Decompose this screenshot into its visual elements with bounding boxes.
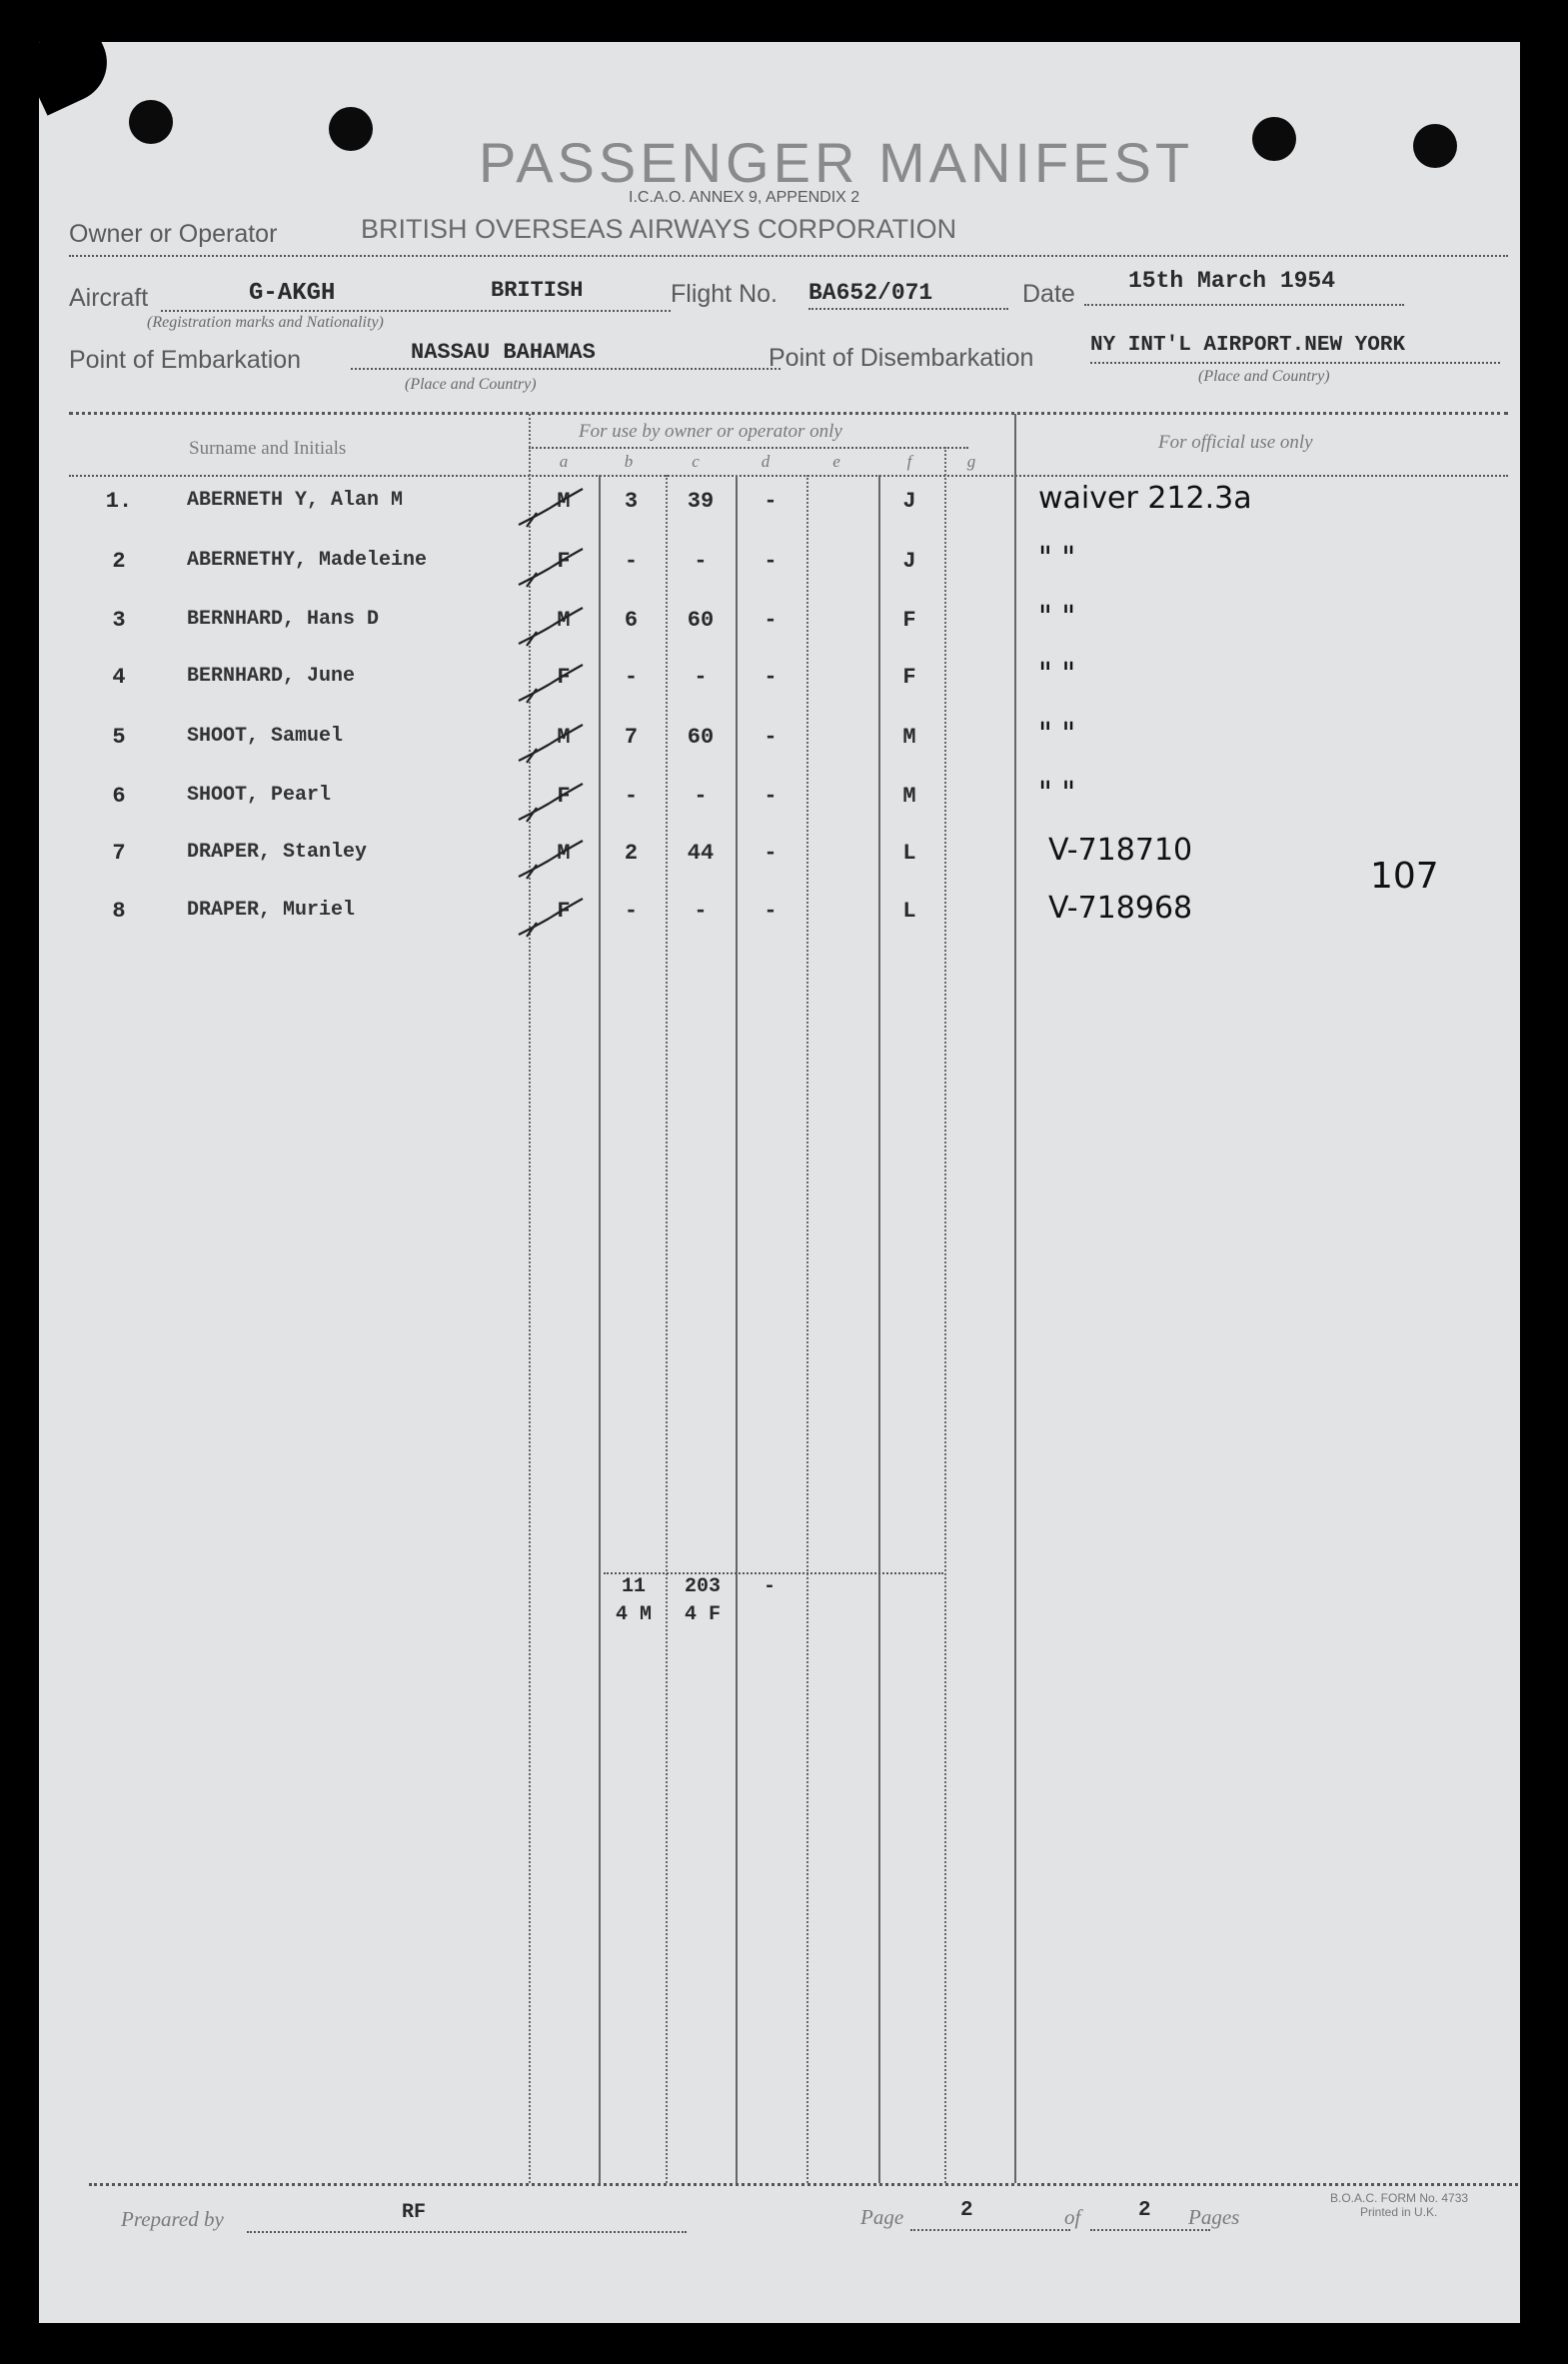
- total-d-top: -: [763, 1575, 776, 1598]
- form-title: PASSENGER MANIFEST: [479, 131, 1194, 194]
- passenger-name: ABERNETH Y, Alan M: [187, 489, 404, 512]
- cell-f: L: [902, 841, 916, 866]
- embark-label: Point of Embarkation: [69, 346, 302, 374]
- table-row: [39, 481, 1518, 529]
- punch-hole-3: [1252, 117, 1296, 161]
- total-b-bottom: 4 M: [615, 1603, 652, 1626]
- flight-value: BA652/071: [808, 280, 933, 306]
- cell-c-age: -: [694, 784, 708, 809]
- passenger-name: ABERNETHY, Madeleine: [187, 549, 428, 572]
- cell-b: -: [624, 784, 639, 809]
- table-row: [39, 891, 1518, 939]
- cell-d: -: [764, 841, 778, 866]
- aircraft-label: Aircraft: [69, 284, 149, 312]
- page-underline: [910, 2229, 1070, 2231]
- row-number: 3: [112, 608, 126, 633]
- cell-c-age: 60: [687, 608, 715, 633]
- embark-value: NASSAU BAHAMAS: [411, 340, 596, 365]
- form-subtitle: I.C.A.O. ANNEX 9, APPENDIX 2: [629, 189, 860, 206]
- flight-underline: [808, 308, 1008, 310]
- page-value: 2: [960, 2199, 973, 2222]
- cell-d: -: [764, 608, 778, 633]
- punch-hole-1: [129, 100, 173, 144]
- official-note: " ": [1038, 600, 1076, 635]
- punch-hole-2: [329, 107, 373, 151]
- check-mark-icon: [517, 897, 587, 941]
- total-c-top: 203: [684, 1575, 721, 1598]
- col-header-c: c: [692, 452, 700, 471]
- table-row: [39, 833, 1518, 881]
- footer-rule: [89, 2183, 1518, 2186]
- table-row: [39, 776, 1518, 824]
- official-note: waiver 212.3a: [1038, 481, 1252, 516]
- aircraft-underline: [161, 310, 671, 312]
- cell-c-age: 60: [687, 725, 715, 750]
- embark-underline: [351, 368, 781, 370]
- disembark-note: (Place and Country): [1198, 368, 1330, 385]
- col-header-a: a: [559, 452, 569, 471]
- aircraft-note: (Registration marks and Nationality): [147, 314, 384, 331]
- passenger-name: DRAPER, Muriel: [187, 899, 356, 922]
- flight-label: Flight No.: [671, 280, 778, 308]
- disembark-value: NY INT'L AIRPORT.NEW YORK: [1090, 334, 1406, 357]
- prepared-underline: [247, 2231, 687, 2233]
- row-number: 5: [112, 725, 126, 750]
- cell-d: -: [764, 725, 778, 750]
- table-row: [39, 541, 1518, 589]
- col-header-f: f: [906, 452, 912, 471]
- cell-d: -: [764, 899, 778, 924]
- torn-corner: [39, 42, 120, 116]
- cell-f: J: [902, 549, 916, 574]
- passenger-name: SHOOT, Samuel: [187, 725, 344, 748]
- cell-f: M: [902, 725, 916, 750]
- cell-c-age: -: [694, 549, 708, 574]
- cell-b: 2: [624, 841, 639, 866]
- cell-b: 3: [624, 489, 639, 514]
- official-note: " ": [1038, 657, 1076, 692]
- check-mark-icon: [517, 663, 587, 707]
- col-line-7: [944, 447, 946, 2183]
- aircraft-reg: G-AKGH: [249, 280, 336, 307]
- cell-f: F: [902, 608, 916, 633]
- cell-f: J: [902, 489, 916, 514]
- col-header-b: b: [624, 452, 634, 471]
- cell-a-sex: F: [557, 784, 571, 809]
- disembark-underline: [1090, 362, 1500, 364]
- cell-c-age: 39: [687, 489, 715, 514]
- table-top-rule: [69, 412, 1508, 415]
- row-number: 6: [112, 784, 126, 809]
- row-number: 7: [112, 841, 126, 866]
- official-note: V-718968: [1048, 891, 1193, 926]
- date-value: 15th March 1954: [1128, 268, 1336, 294]
- passenger-name: BERNHARD, Hans D: [187, 608, 380, 631]
- official-note: " ": [1038, 776, 1076, 811]
- page-label: Page: [860, 2205, 904, 2229]
- passenger-name: DRAPER, Stanley: [187, 841, 368, 864]
- cell-b: -: [624, 665, 639, 690]
- table-row: [39, 717, 1518, 765]
- check-mark-icon: [517, 487, 587, 531]
- cell-c-age: -: [694, 899, 708, 924]
- check-mark-icon: [517, 547, 587, 591]
- pages-value: 2: [1138, 2199, 1151, 2222]
- cell-f: F: [902, 665, 916, 690]
- cell-a-sex: F: [557, 899, 571, 924]
- owner-value: BRITISH OVERSEAS AIRWAYS CORPORATION: [361, 214, 957, 244]
- official-note: " ": [1038, 541, 1076, 576]
- cell-d: -: [764, 665, 778, 690]
- totals-rule: [604, 1572, 943, 1574]
- total-c-bottom: 4 F: [684, 1603, 721, 1626]
- row-number: 1.: [105, 489, 133, 514]
- cell-f: M: [902, 784, 916, 809]
- cell-b: -: [624, 899, 639, 924]
- cell-d: -: [764, 549, 778, 574]
- check-mark-icon: [517, 782, 587, 826]
- cell-f: L: [902, 899, 916, 924]
- cell-b: 6: [624, 608, 639, 633]
- punch-hole-4: [1413, 124, 1457, 168]
- cell-a-sex: M: [557, 608, 571, 633]
- col-header-d: d: [761, 452, 771, 471]
- cell-c-age: -: [694, 665, 708, 690]
- row-number: 4: [112, 665, 126, 690]
- check-mark-icon: [517, 839, 587, 883]
- header-bottom-rule: [69, 475, 1508, 477]
- table-row: [39, 600, 1518, 648]
- table-row: [39, 657, 1518, 705]
- prepared-value: RF: [402, 2201, 427, 2224]
- passenger-name: BERNHARD, June: [187, 665, 356, 688]
- official-use-header: For official use only: [1158, 432, 1313, 453]
- prepared-label: Prepared by: [121, 2207, 224, 2231]
- side-number: 107: [1370, 856, 1439, 897]
- total-b-top: 11: [621, 1575, 646, 1598]
- row-number: 8: [112, 899, 126, 924]
- form-printed: Printed in U.K.: [1360, 2205, 1438, 2219]
- pages-label: Pages: [1188, 2205, 1240, 2229]
- of-label: of: [1064, 2205, 1081, 2229]
- official-note: V-718710: [1048, 833, 1193, 868]
- embark-note: (Place and Country): [405, 376, 537, 393]
- owner-label: Owner or Operator: [69, 220, 278, 248]
- owner-underline: [69, 255, 1508, 257]
- cell-a-sex: F: [557, 665, 571, 690]
- date-label: Date: [1022, 280, 1075, 308]
- manifest-sheet: [39, 42, 1520, 2323]
- cell-d: -: [764, 489, 778, 514]
- disembark-label: Point of Disembarkation: [769, 344, 1034, 372]
- cell-a-sex: M: [557, 725, 571, 750]
- cell-b: -: [624, 549, 639, 574]
- owner-use-header: For use by owner or operator only: [579, 421, 842, 442]
- cell-c-age: 44: [687, 841, 715, 866]
- cell-d: -: [764, 784, 778, 809]
- passenger-name: SHOOT, Pearl: [187, 784, 332, 807]
- col-header-e: e: [832, 452, 840, 471]
- cell-b: 7: [624, 725, 639, 750]
- subheader-rule: [529, 447, 968, 449]
- aircraft-nationality: BRITISH: [491, 278, 584, 303]
- check-mark-icon: [517, 723, 587, 767]
- name-column-header: Surname and Initials: [189, 438, 347, 459]
- row-number: 2: [112, 549, 126, 574]
- cell-a-sex: F: [557, 549, 571, 574]
- check-mark-icon: [517, 606, 587, 650]
- form-number: B.O.A.C. FORM No. 4733: [1330, 2191, 1469, 2205]
- col-header-g: g: [966, 452, 976, 471]
- cell-a-sex: M: [557, 489, 571, 514]
- official-note: " ": [1038, 717, 1076, 752]
- date-underline: [1084, 304, 1404, 306]
- cell-a-sex: M: [557, 841, 571, 866]
